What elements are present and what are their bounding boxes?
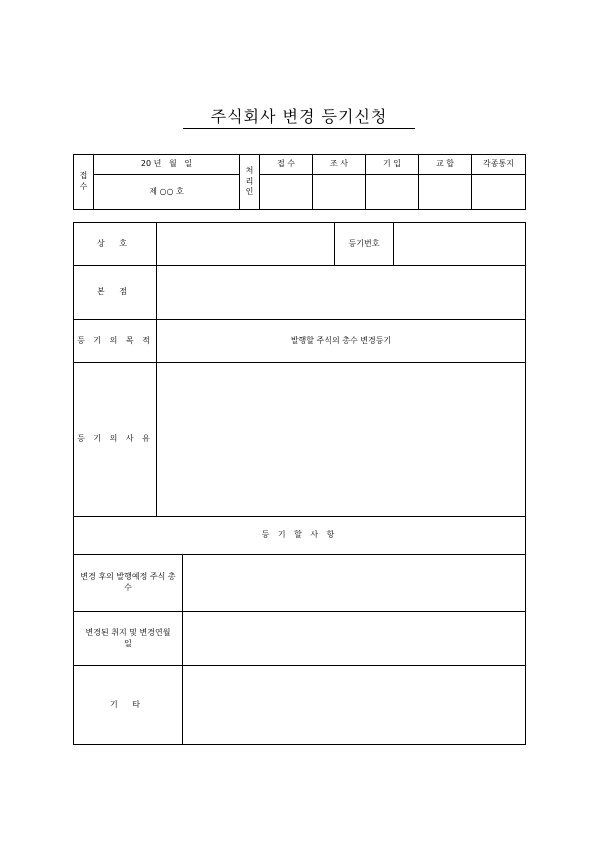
shares-label: 변경 후의 발행예정 주식 총수 bbox=[74, 555, 183, 612]
stamp-cell-receipt[interactable] bbox=[260, 175, 313, 210]
title-underline bbox=[183, 128, 415, 129]
reason-label: 등 기 의 사 유 bbox=[74, 363, 157, 517]
purpose-label: 등 기 의 목 적 bbox=[74, 320, 157, 363]
registration-number-label: 등기번호 bbox=[335, 223, 394, 266]
receipt-label: 접 수 bbox=[74, 155, 94, 210]
head-office-label: 본 점 bbox=[74, 266, 157, 320]
processor-col-inspection: 조 사 bbox=[313, 155, 366, 175]
trade-name-field[interactable] bbox=[157, 223, 335, 266]
processor-col-receipt: 접 수 bbox=[260, 155, 313, 175]
purpose-value: 발행할 주식의 총수 변경등기 bbox=[157, 320, 526, 363]
other-label: 기 타 bbox=[74, 666, 183, 745]
receipt-processing-table bbox=[73, 154, 526, 210]
shares-field[interactable] bbox=[183, 555, 526, 612]
other-field[interactable] bbox=[183, 666, 526, 745]
reason-field[interactable] bbox=[157, 363, 526, 517]
head-office-field[interactable] bbox=[157, 266, 526, 320]
processor-col-entry: 기 입 bbox=[366, 155, 419, 175]
change-label: 변경된 취지 및 변경연월일 bbox=[74, 612, 183, 666]
registration-number-field[interactable] bbox=[394, 223, 526, 266]
receipt-date: 20 년 월 일 bbox=[94, 155, 240, 175]
stamp-cell-verification[interactable] bbox=[419, 175, 472, 210]
processor-col-notification: 각종통지 bbox=[472, 155, 526, 175]
matters-header: 등 기 할 사 항 bbox=[74, 517, 526, 555]
receipt-number: 제 ○○ 호 bbox=[94, 175, 240, 210]
stamp-cell-inspection[interactable] bbox=[313, 175, 366, 210]
processor-label: 처 리 인 bbox=[240, 155, 260, 210]
processor-col-verification: 교 합 bbox=[419, 155, 472, 175]
stamp-cell-notification[interactable] bbox=[472, 175, 526, 210]
page-title: 주식회사 변경 등기신청 bbox=[210, 107, 388, 126]
change-field[interactable] bbox=[183, 612, 526, 666]
registration-form-table bbox=[73, 222, 526, 745]
stamp-cell-entry[interactable] bbox=[366, 175, 419, 210]
trade-name-label: 상 호 bbox=[74, 223, 157, 266]
